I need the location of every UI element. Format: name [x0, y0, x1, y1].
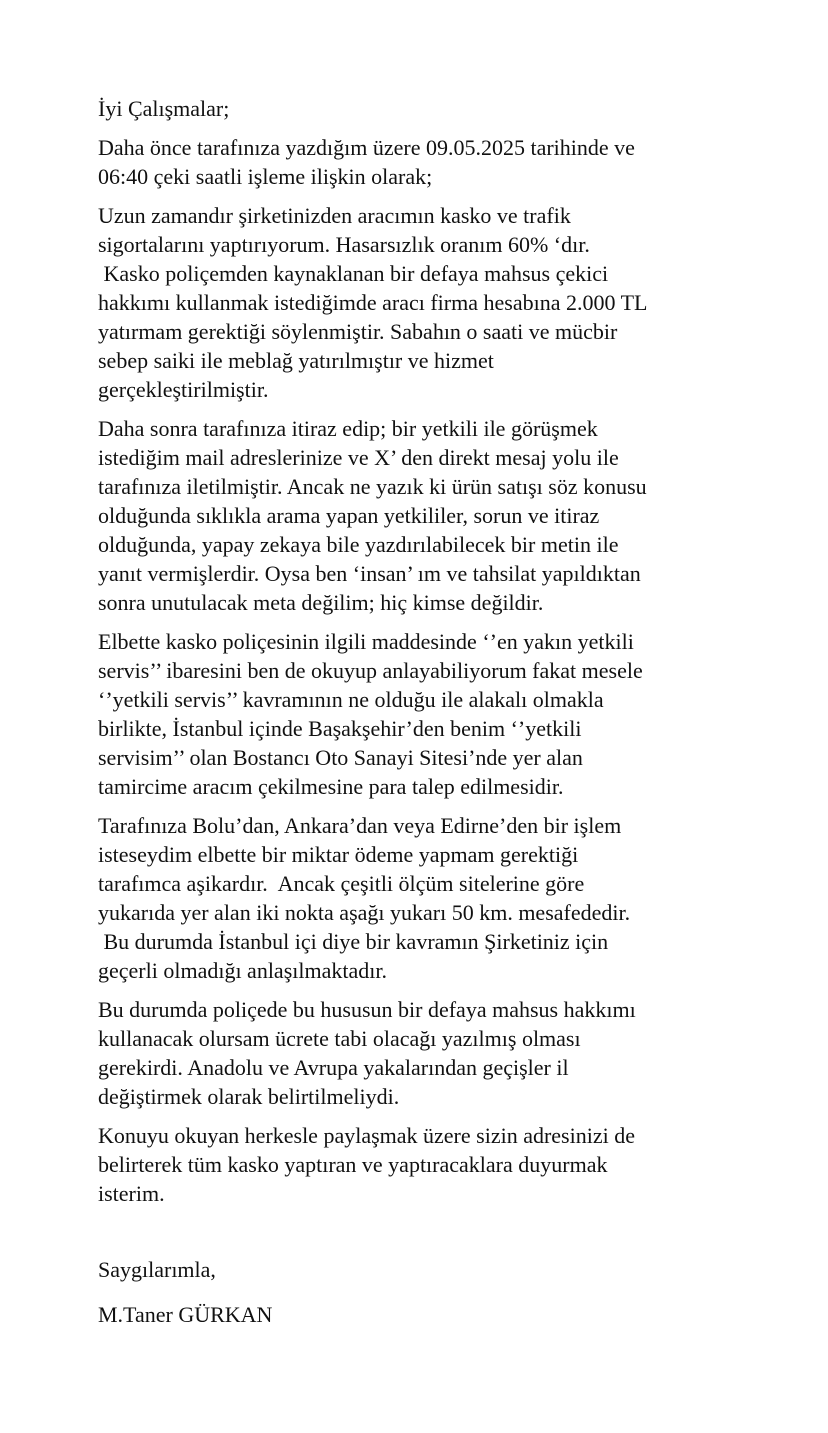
paragraph-line: isteseydim elbette bir miktar ödeme yapmam gerektiği: [98, 842, 579, 867]
paragraph: [98, 1121, 738, 1208]
letter-body: [98, 94, 738, 1329]
signature: M.Taner GÜRKAN: [98, 1302, 273, 1327]
paragraph-line: tarafınıza iletilmiştir. Ancak ne yazık ki ürün satışı söz konusu: [98, 474, 647, 499]
paragraph-line: Daha önce tarafınıza yazdığım üzere 09.05.2025 tarihinde ve: [98, 135, 635, 160]
paragraph: [98, 811, 738, 985]
paragraph-line: Konuyu okuyan herkesle paylaşmak üzere sizin adresinizi de: [98, 1123, 635, 1148]
paragraph-line: Elbette kasko poliçesinin ilgili maddesinde ‘’en yakın yetkili: [98, 629, 634, 654]
paragraph-line: isterim.: [98, 1181, 165, 1206]
paragraph-line: sonra unutulacak meta değilim; hiç kimse değildir.: [98, 590, 544, 615]
paragraph-line: değiştirmek olarak belirtilmeliydi.: [98, 1084, 400, 1109]
paragraph-line: tamircime aracım çekilmesine para talep edilmesidir.: [98, 774, 564, 799]
paragraph-line: Daha sonra tarafınıza itiraz edip; bir yetkili ile görüşmek: [98, 416, 598, 441]
greeting: İyi Çalışmalar;: [98, 96, 230, 121]
paragraph-line: hakkımı kullanmak istediğimde aracı firma hesabına 2.000 TL: [98, 290, 648, 315]
paragraph-line: olduğunda, yapay zekaya bile yazdırılabilecek bir metin ile: [98, 532, 619, 557]
letter-paragraphs: [98, 133, 738, 1208]
paragraph-line: Kasko poliçemden kaynaklanan bir defaya mahsus çekici: [98, 261, 609, 286]
paragraph-line: servisim’’ olan Bostancı Oto Sanayi Sitesi’nde yer alan: [98, 745, 583, 770]
paragraph: [98, 201, 738, 404]
paragraph-line: Bu durumda poliçede bu hususun bir defaya mahsus hakkımı: [98, 997, 636, 1022]
paragraph-line: tarafımca aşikardır. Ancak çeşitli ölçüm sitelerine göre: [98, 871, 585, 896]
paragraph-line: servis’’ ibaresini ben de okuyup anlayabiliyorum fakat mesele: [98, 658, 643, 683]
paragraph-line: yukarıda yer alan iki nokta aşağı yukarı 50 km. mesafededir.: [98, 900, 631, 925]
closing: Saygılarımla,: [98, 1257, 216, 1282]
paragraph-line: yatırmam gerektiği söylenmiştir. Sabahın o saati ve mücbir: [98, 319, 618, 344]
paragraph-line: Bu durumda İstanbul içi diye bir kavramın Şirketiniz için: [98, 929, 609, 954]
paragraph: [98, 414, 738, 617]
paragraph-line: gerekirdi. Anadolu ve Avrupa yakalarından geçişler il: [98, 1055, 569, 1080]
paragraph-line: kullanacak olursam ücrete tabi olacağı yazılmış olması: [98, 1026, 581, 1051]
paragraph-line: belirterek tüm kasko yaptıran ve yaptıracaklara duyurmak: [98, 1152, 608, 1177]
paragraph-line: istediğim mail adreslerinize ve X’ den direkt mesaj yolu ile: [98, 445, 619, 470]
paragraph-line: sebep saiki ile meblağ yatırılmıştır ve hizmet: [98, 348, 494, 373]
paragraph-line: Uzun zamandır şirketinizden aracımın kasko ve trafik: [98, 203, 571, 228]
paragraph-line: yanıt vermişlerdir. Oysa ben ‘insan’ ım ve tahsilat yapıldıktan: [98, 561, 641, 586]
paragraph: [98, 133, 738, 191]
paragraph: [98, 627, 738, 801]
paragraph-line: olduğunda sıklıkla arama yapan yetkililer, sorun ve itiraz: [98, 503, 600, 528]
closing-spacer: [98, 1218, 738, 1255]
paragraph-line: birlikte, İstanbul içinde Başakşehir’den benim ‘’yetkili: [98, 716, 582, 741]
paragraph-line: 06:40 çeki saatli işleme ilişkin olarak;: [98, 164, 433, 189]
paragraph-line: geçerli olmadığı anlaşılmaktadır.: [98, 958, 387, 983]
paragraph-line: gerçekleştirilmiştir.: [98, 377, 269, 402]
paragraph-line: ‘’yetkili servis’’ kavramının ne olduğu ile alakalı olmakla: [98, 687, 604, 712]
paragraph-line: Tarafınıza Bolu’dan, Ankara’dan veya Edirne’den bir işlem: [98, 813, 622, 838]
paragraph: [98, 995, 738, 1111]
paragraph-line: sigortalarını yaptırıyorum. Hasarsızlık oranım 60% ‘dır.: [98, 232, 590, 257]
